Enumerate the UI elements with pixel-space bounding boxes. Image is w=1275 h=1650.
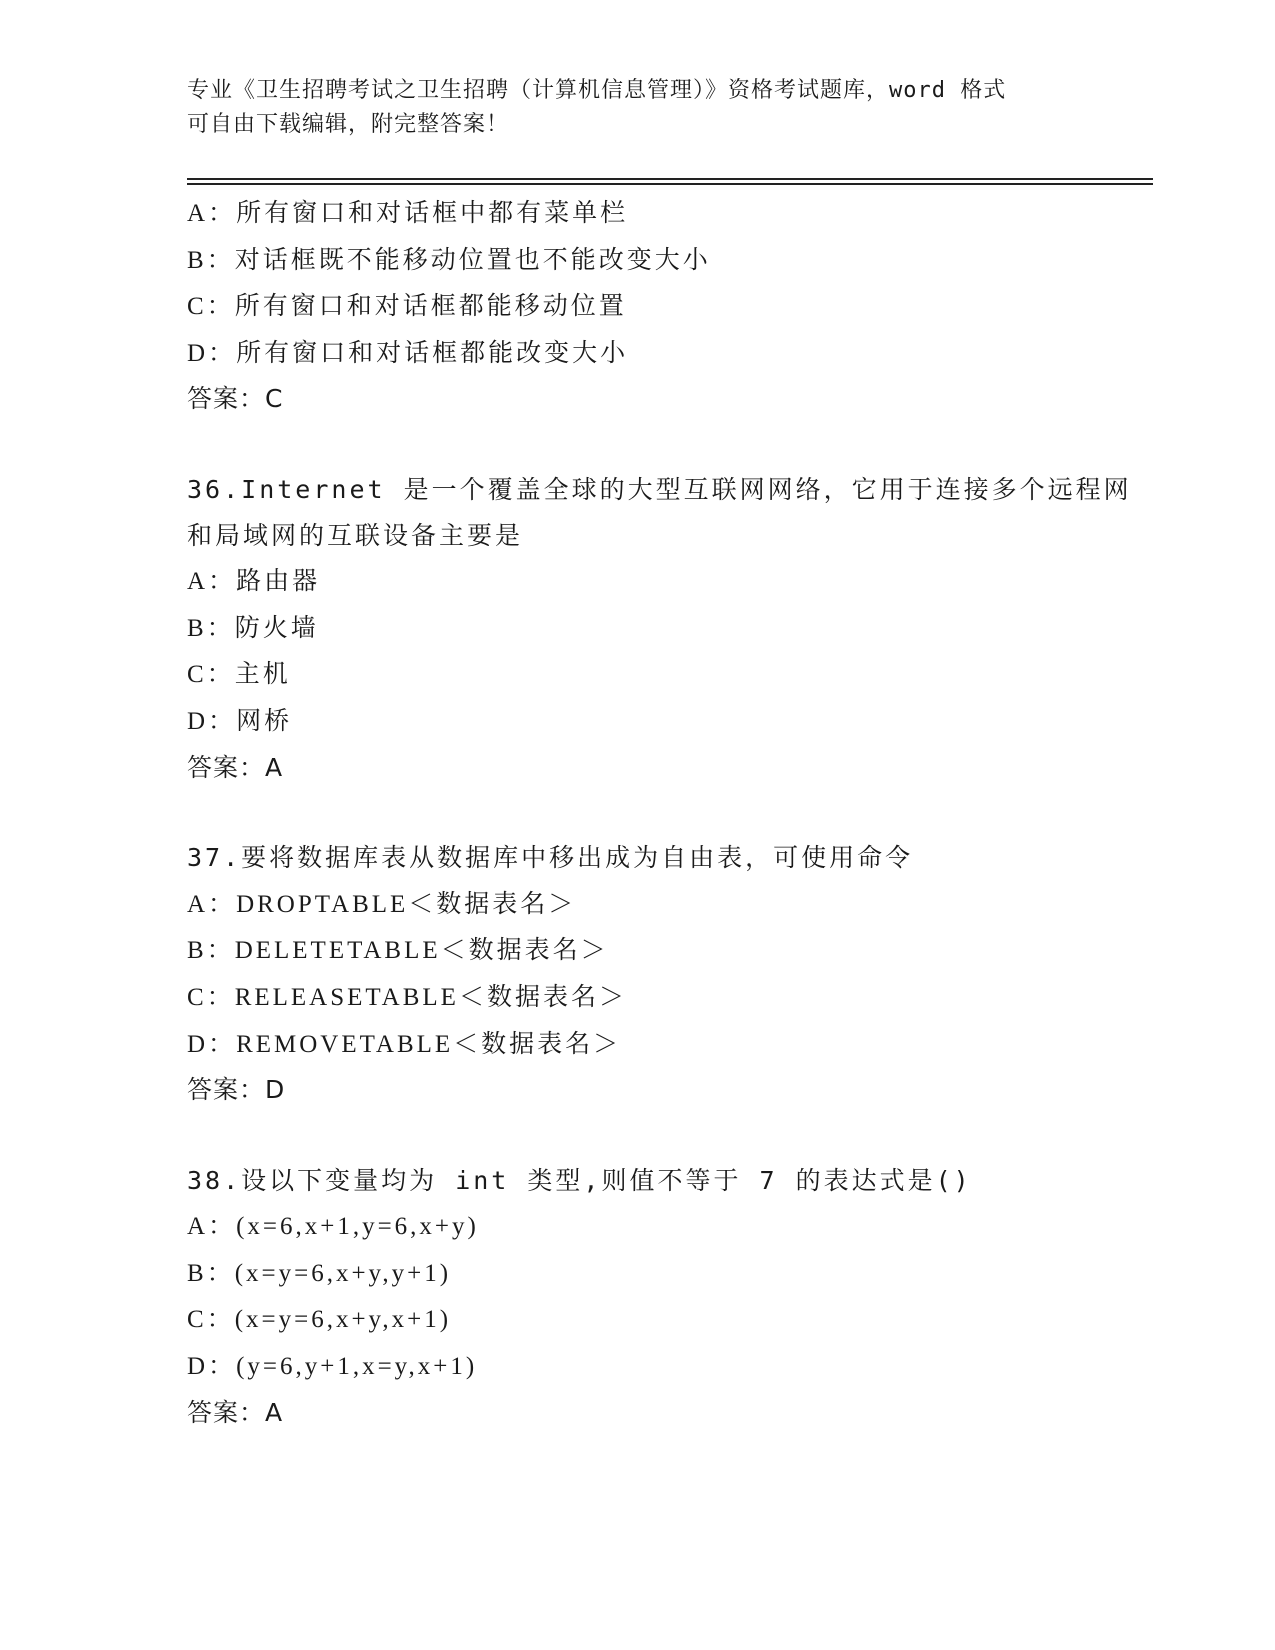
option-text: 对话框既不能移动位置也不能改变大小 <box>234 244 711 274</box>
option-d <box>187 330 1137 377</box>
option-text: 路由器 <box>236 566 321 596</box>
document-header <box>187 74 1087 142</box>
spacer <box>187 422 1137 467</box>
answer-line: 答案：A <box>187 1397 284 1427</box>
option-b <box>187 237 1137 284</box>
option-label: C： <box>187 983 235 1011</box>
option-label: A： <box>187 200 237 227</box>
option-text: DROPTABLE＜数据表名＞ <box>236 890 577 918</box>
header-divider-top <box>187 178 1153 180</box>
option-text: REMOVETABLE＜数据表名＞ <box>236 1030 622 1058</box>
question-stem: 37.要将数据库表从数据库中移出成为自由表，可使用命令 <box>187 843 914 873</box>
question-block-prev <box>187 190 1137 422</box>
option-label: C： <box>187 1306 235 1334</box>
option-label: A： <box>187 568 237 596</box>
option-text: 所有窗口和对话框都能移动位置 <box>234 291 627 321</box>
option-label: D： <box>187 707 237 735</box>
answer-line: 答案：A <box>187 752 284 782</box>
option-label: A： <box>187 1213 237 1241</box>
option-label: B： <box>187 614 235 642</box>
option-label: B： <box>187 937 235 965</box>
option-label: C： <box>187 661 235 689</box>
option-b <box>187 1250 1137 1297</box>
option-d <box>187 1021 1137 1068</box>
question-stem: 38.设以下变量均为 int 类型,则值不等于 7 的表达式是() <box>187 1165 972 1195</box>
option-text: 所有窗口和对话框中都有菜单栏 <box>236 198 629 227</box>
header-line-2: 可自由下载编辑，附完整答案！ <box>187 112 510 137</box>
header-line-1: 专业《卫生招聘考试之卫生招聘（计算机信息管理）》资格考试题库，word 格式 <box>187 78 1007 103</box>
option-label: B： <box>187 246 235 274</box>
option-c <box>187 651 1137 698</box>
option-label: D： <box>187 1030 237 1058</box>
option-text: (x=y=6,x+y,x+1) <box>234 1306 452 1334</box>
spacer <box>187 790 1137 835</box>
option-a <box>187 558 1137 605</box>
option-a <box>187 881 1137 928</box>
answer-line: 答案：C <box>187 384 284 414</box>
option-c <box>187 1296 1137 1343</box>
option-c <box>187 974 1137 1021</box>
option-text: 防火墙 <box>234 612 319 642</box>
answer-line: 答案：D <box>187 1075 286 1105</box>
question-block-36 <box>187 467 1137 790</box>
option-b <box>187 605 1137 652</box>
option-text: (x=6,x+1,y=6,x+y) <box>236 1213 479 1241</box>
question-block-38 <box>187 1158 1137 1436</box>
option-c <box>187 283 1137 330</box>
option-text: 所有窗口和对话框都能改变大小 <box>236 337 629 367</box>
option-label: A： <box>187 890 237 918</box>
option-label: D： <box>187 1353 237 1381</box>
option-b <box>187 927 1137 974</box>
question-block-37 <box>187 835 1137 1113</box>
option-text: RELEASETABLE＜数据表名＞ <box>234 983 627 1011</box>
option-text: 主机 <box>234 659 291 689</box>
question-stem: 36.Internet 是一个覆盖全球的大型互联网网络，它用于连接多个远程网和局域网的互联设备主要是 <box>187 474 1132 550</box>
header-divider-bottom <box>187 183 1153 185</box>
option-label: D： <box>187 339 237 367</box>
option-label: C： <box>187 293 235 321</box>
option-a <box>187 1203 1137 1250</box>
option-a <box>187 190 1137 237</box>
question-list <box>187 190 1137 1435</box>
option-text: 网桥 <box>236 705 293 735</box>
option-label: B： <box>187 1259 235 1287</box>
option-text: DELETETABLE＜数据表名＞ <box>234 937 609 965</box>
spacer <box>187 1113 1137 1158</box>
option-text: (x=y=6,x+y,y+1) <box>234 1259 452 1287</box>
option-d <box>187 1343 1137 1390</box>
option-text: (y=6,y+1,x=y,x+1) <box>236 1353 478 1381</box>
option-d <box>187 698 1137 745</box>
